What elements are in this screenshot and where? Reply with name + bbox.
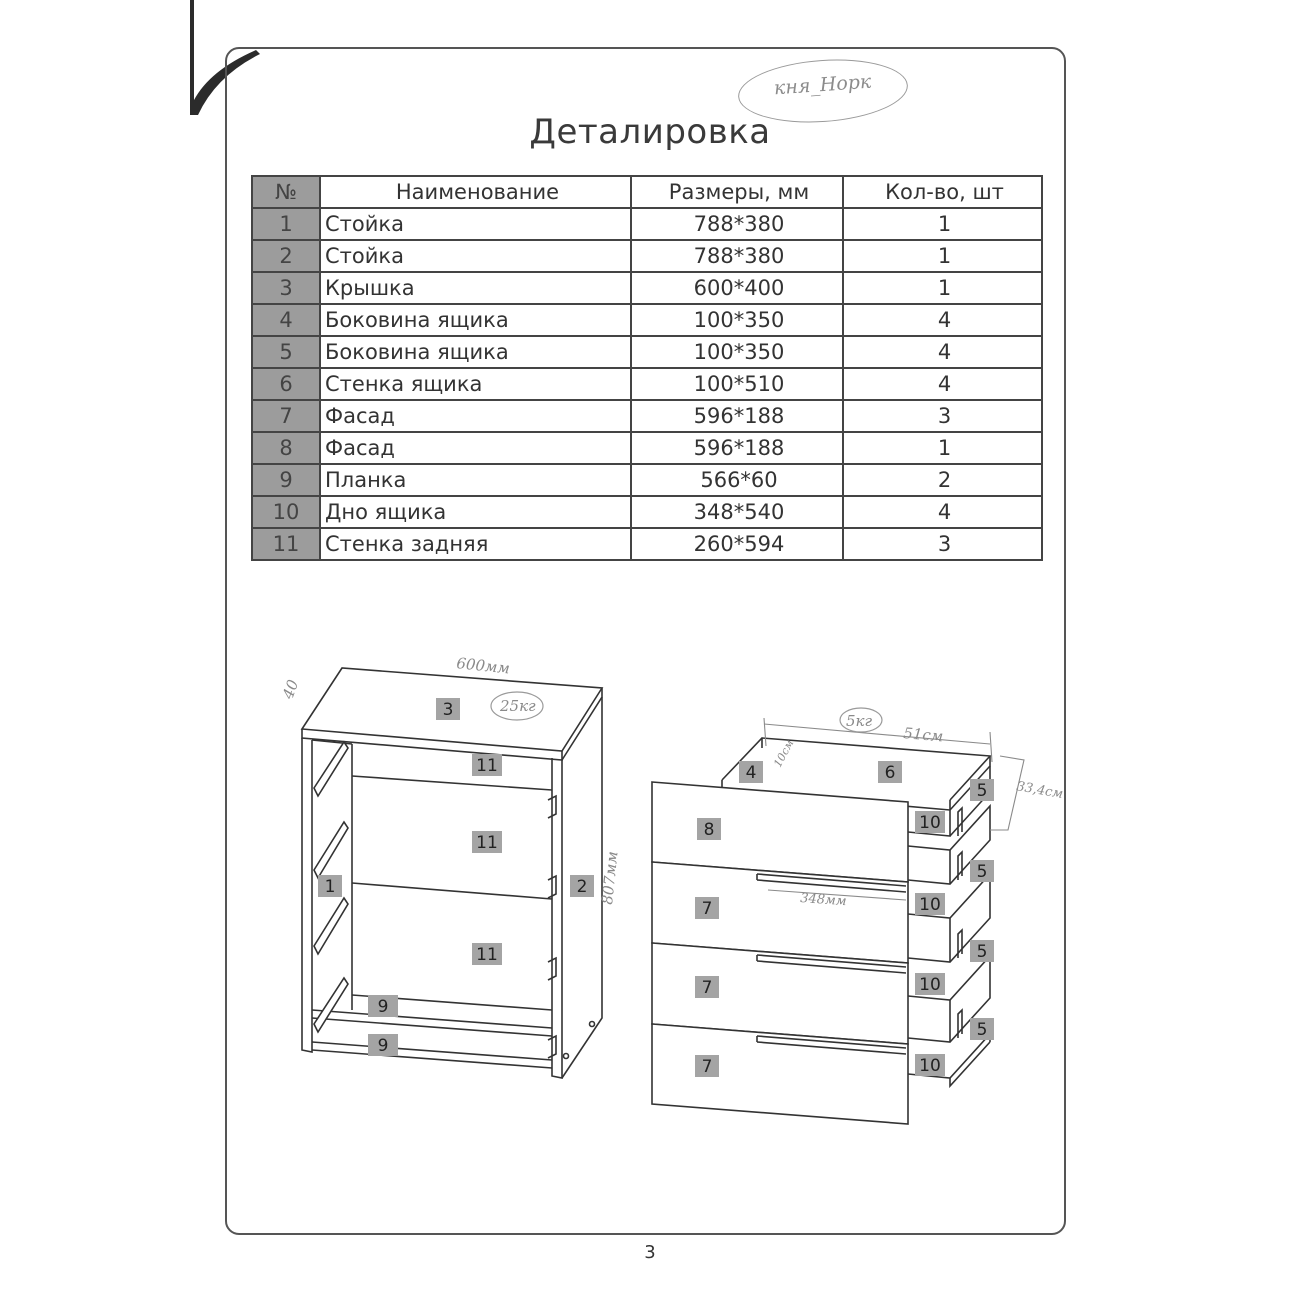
row-name: Стенка ящика — [320, 368, 631, 400]
header-name: Наименование — [320, 176, 631, 208]
label-back-mid: 11 — [476, 833, 498, 853]
label-back-low: 11 — [476, 945, 498, 965]
row-size: 596*188 — [631, 400, 843, 432]
note-front-inner: 348мм — [799, 891, 848, 910]
label-front-2: 7 — [701, 899, 713, 919]
label-bottom-1: 10 — [919, 813, 941, 833]
handwritten-stamp: кня_Норк — [736, 54, 910, 128]
right-side-panel — [552, 758, 562, 1078]
note-width: 600мм — [455, 654, 511, 678]
row-number: 11 — [252, 528, 320, 560]
header-qty: Кол-во, шт — [843, 176, 1042, 208]
row-qty: 1 — [843, 272, 1042, 304]
row-number: 9 — [252, 464, 320, 496]
label-side-right: 2 — [576, 877, 588, 897]
label-front-3: 7 — [701, 978, 713, 998]
row-size: 566*60 — [631, 464, 843, 496]
row-number: 4 — [252, 304, 320, 336]
row-number: 5 — [252, 336, 320, 368]
row-size: 348*540 — [631, 496, 843, 528]
row-qty: 3 — [843, 400, 1042, 432]
note-left-mark: 40 — [278, 677, 303, 702]
label-bottom-3: 10 — [919, 975, 941, 995]
row-number: 3 — [252, 272, 320, 304]
note-drawer-side: 33,4см — [1015, 779, 1065, 803]
label-back-wall: 6 — [884, 763, 896, 783]
row-qty: 4 — [843, 496, 1042, 528]
row-size: 100*350 — [631, 336, 843, 368]
row-name: Крышка — [320, 272, 631, 304]
note-drawer-depth: 10см — [771, 737, 797, 770]
label-rail-upper: 9 — [377, 997, 389, 1017]
label-top: 3 — [442, 700, 454, 720]
label-side-2: 5 — [976, 862, 988, 882]
row-number: 2 — [252, 240, 320, 272]
row-name: Боковина ящика — [320, 304, 631, 336]
row-size: 788*380 — [631, 208, 843, 240]
row-number: 8 — [252, 432, 320, 464]
label-side-1: 5 — [976, 781, 988, 801]
rail-lower — [312, 1042, 552, 1068]
row-number: 1 — [252, 208, 320, 240]
row-number: 10 — [252, 496, 320, 528]
header-size: Размеры, мм — [631, 176, 843, 208]
row-qty: 1 — [843, 240, 1042, 272]
label-side-3: 5 — [976, 942, 988, 962]
row-name: Стойка — [320, 240, 631, 272]
row-size: 600*400 — [631, 272, 843, 304]
row-number: 6 — [252, 368, 320, 400]
label-side-4: 5 — [976, 1020, 988, 1040]
row-qty: 1 — [843, 208, 1042, 240]
label-drawer-side-left: 4 — [745, 763, 757, 783]
label-front-4: 7 — [701, 1057, 713, 1077]
page-number: 3 — [644, 1242, 656, 1263]
carcass-drawing — [302, 668, 602, 1078]
row-size: 260*594 — [631, 528, 843, 560]
row-qty: 1 — [843, 432, 1042, 464]
note-weight-carcass: 25кг — [500, 697, 536, 715]
label-bottom-2: 10 — [919, 895, 941, 915]
row-number: 7 — [252, 400, 320, 432]
note-drawer-width: 51см — [902, 724, 945, 746]
note-height: 807мм — [598, 850, 622, 906]
row-qty: 4 — [843, 368, 1042, 400]
rail-upper — [312, 1010, 552, 1036]
row-qty: 2 — [843, 464, 1042, 496]
left-side-panel — [302, 738, 312, 1052]
row-name: Фасад — [320, 400, 631, 432]
row-size: 100*350 — [631, 304, 843, 336]
row-name: Боковина ящика — [320, 336, 631, 368]
row-name: Стойка — [320, 208, 631, 240]
row-size: 596*188 — [631, 432, 843, 464]
page-title: Деталировка — [529, 112, 771, 152]
row-qty: 3 — [843, 528, 1042, 560]
row-qty: 4 — [843, 336, 1042, 368]
header-number: № — [252, 176, 320, 208]
row-name: Стенка задняя — [320, 528, 631, 560]
label-front-top: 8 — [703, 820, 715, 840]
row-name: Планка — [320, 464, 631, 496]
label-bottom-4: 10 — [919, 1056, 941, 1076]
note-weight-drawer: 5кг — [846, 712, 873, 730]
row-qty: 4 — [843, 304, 1042, 336]
row-size: 100*510 — [631, 368, 843, 400]
label-side-left: 1 — [324, 877, 336, 897]
label-back-top: 11 — [476, 756, 498, 776]
label-rail-lower: 9 — [377, 1036, 389, 1056]
row-name: Дно ящика — [320, 496, 631, 528]
row-size: 788*380 — [631, 240, 843, 272]
row-name: Фасад — [320, 432, 631, 464]
